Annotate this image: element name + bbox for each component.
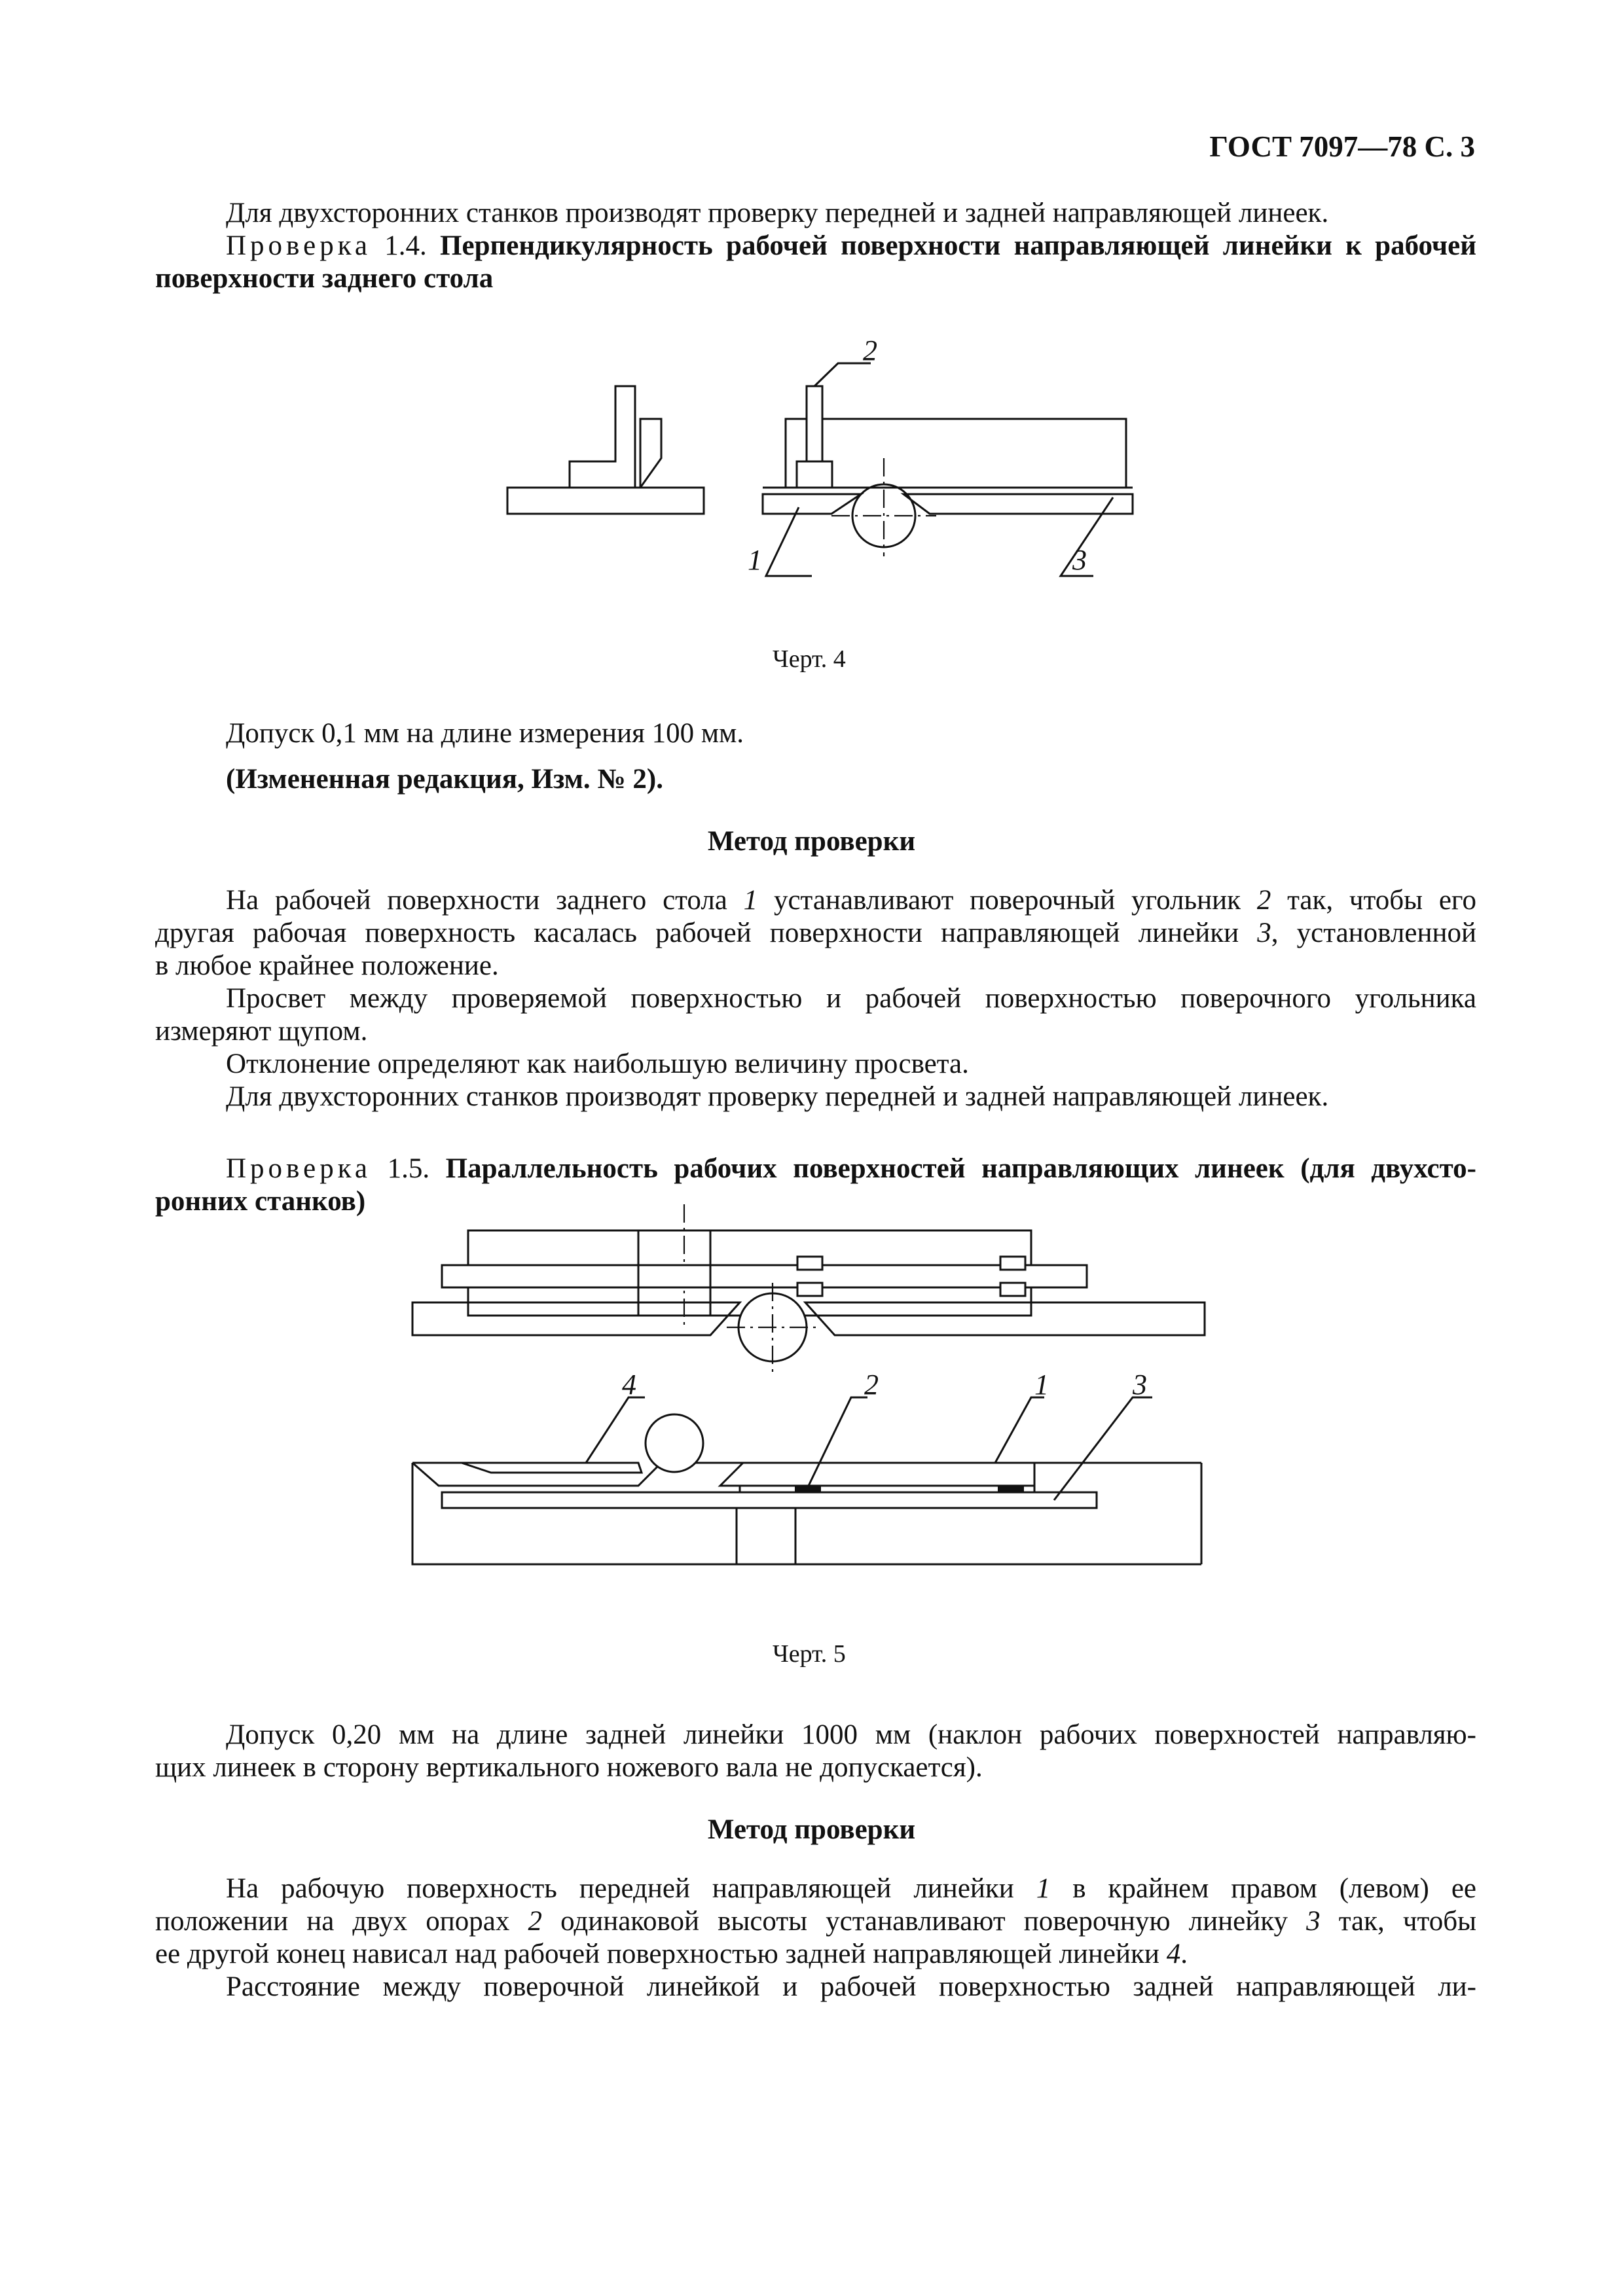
fig4-label-2: 2 <box>863 334 877 367</box>
fig4-label-3: 3 <box>1072 544 1087 576</box>
method-14-heading: Метод проверки <box>707 826 916 857</box>
method-14-p1-line1: На рабочей поверхности заднего стола 1 устанавливают поверочный угольник 2 так, чтобы его <box>226 885 1476 916</box>
method-14-p2-line2: измеряют щупом. <box>155 1016 368 1047</box>
method-14-p4: Для двухсторонних станков производят проверку передней и задней направляющей линеек. <box>226 1081 1329 1112</box>
check-15-title-line1 <box>226 1152 1476 1186</box>
method-14-p2-line1: Просвет между проверяемой поверхностью и рабочей поверхностью поверочного угольника <box>226 983 1476 1014</box>
intro-paragraph: Для двухсторонних станков производят проверку передней и задней направляющей линеек. <box>226 198 1329 228</box>
tolerance-14: Допуск 0,1 мм на длине измерения 100 мм. <box>226 718 744 749</box>
tolerance-15-line2: щих линеек в сторону вертикального ножевого вала не допускается). <box>155 1752 983 1783</box>
check-14-title-line2: поверхности заднего стола <box>155 263 494 294</box>
tolerance-14-edition: (Измененная редакция, Изм. № 2). <box>226 764 663 795</box>
tolerance-15-line1: Допуск 0,20 мм на длине задней линейки 1000 мм (наклон рабочих поверхностей направляю- <box>226 1719 1476 1750</box>
page-header: ГОСТ 7097—78 С. 3 <box>1209 130 1475 163</box>
figure-4-caption: Черт. 4 <box>773 645 846 673</box>
figure-5-drawing <box>406 1204 1231 1577</box>
check-15-label: Проверка <box>226 1153 372 1184</box>
method-14-p1-line2: другая рабочая поверхность касалась рабочей поверхности направляющей линейки 3, установленной <box>155 918 1476 948</box>
check-14-number: 1.4. <box>384 230 427 261</box>
fig5-label-4: 4 <box>622 1369 636 1401</box>
fig5-label-2: 2 <box>864 1369 879 1401</box>
method-15-heading: Метод проверки <box>707 1814 916 1845</box>
check-14-label: Проверка <box>226 230 372 261</box>
fig5-label-1: 1 <box>1034 1369 1049 1401</box>
figure-4-drawing <box>504 334 1159 596</box>
check-14-heading: Перпендикулярность рабочей поверхности направляющей линейки к рабочей <box>440 230 1477 261</box>
method-15-line3: ее другой конец нависал над рабочей поверхностью задней направляющей линейки 4. <box>155 1939 1188 1969</box>
method-15-line4: Расстояние между поверочной линейкой и рабочей поверхностью задней направляющей ли- <box>226 1971 1476 2002</box>
method-15-line1: На рабочую поверхность передней направляющей линейки 1 в крайнем правом (левом) ее <box>226 1873 1476 1904</box>
check-15-title-line2: ронних станков) <box>155 1186 366 1217</box>
method-15-line2: положении на двух опорах 2 одинаковой высоты устанавливают поверочную линейку 3 так, чтобы <box>155 1906 1476 1937</box>
check-14-title-line1 <box>226 229 1476 263</box>
fig5-label-3: 3 <box>1133 1369 1147 1401</box>
check-15-heading: Параллельность рабочих поверхностей направляющих линеек (для двухсто- <box>445 1153 1477 1184</box>
check-15-number: 1.5. <box>387 1153 430 1184</box>
method-14-p1-line3: в любое крайнее положение. <box>155 950 499 981</box>
fig4-label-1: 1 <box>748 544 762 576</box>
method-14-p3: Отклонение определяют как наибольшую величину просвета. <box>226 1049 969 1079</box>
figure-5-caption: Черт. 5 <box>773 1640 846 1668</box>
